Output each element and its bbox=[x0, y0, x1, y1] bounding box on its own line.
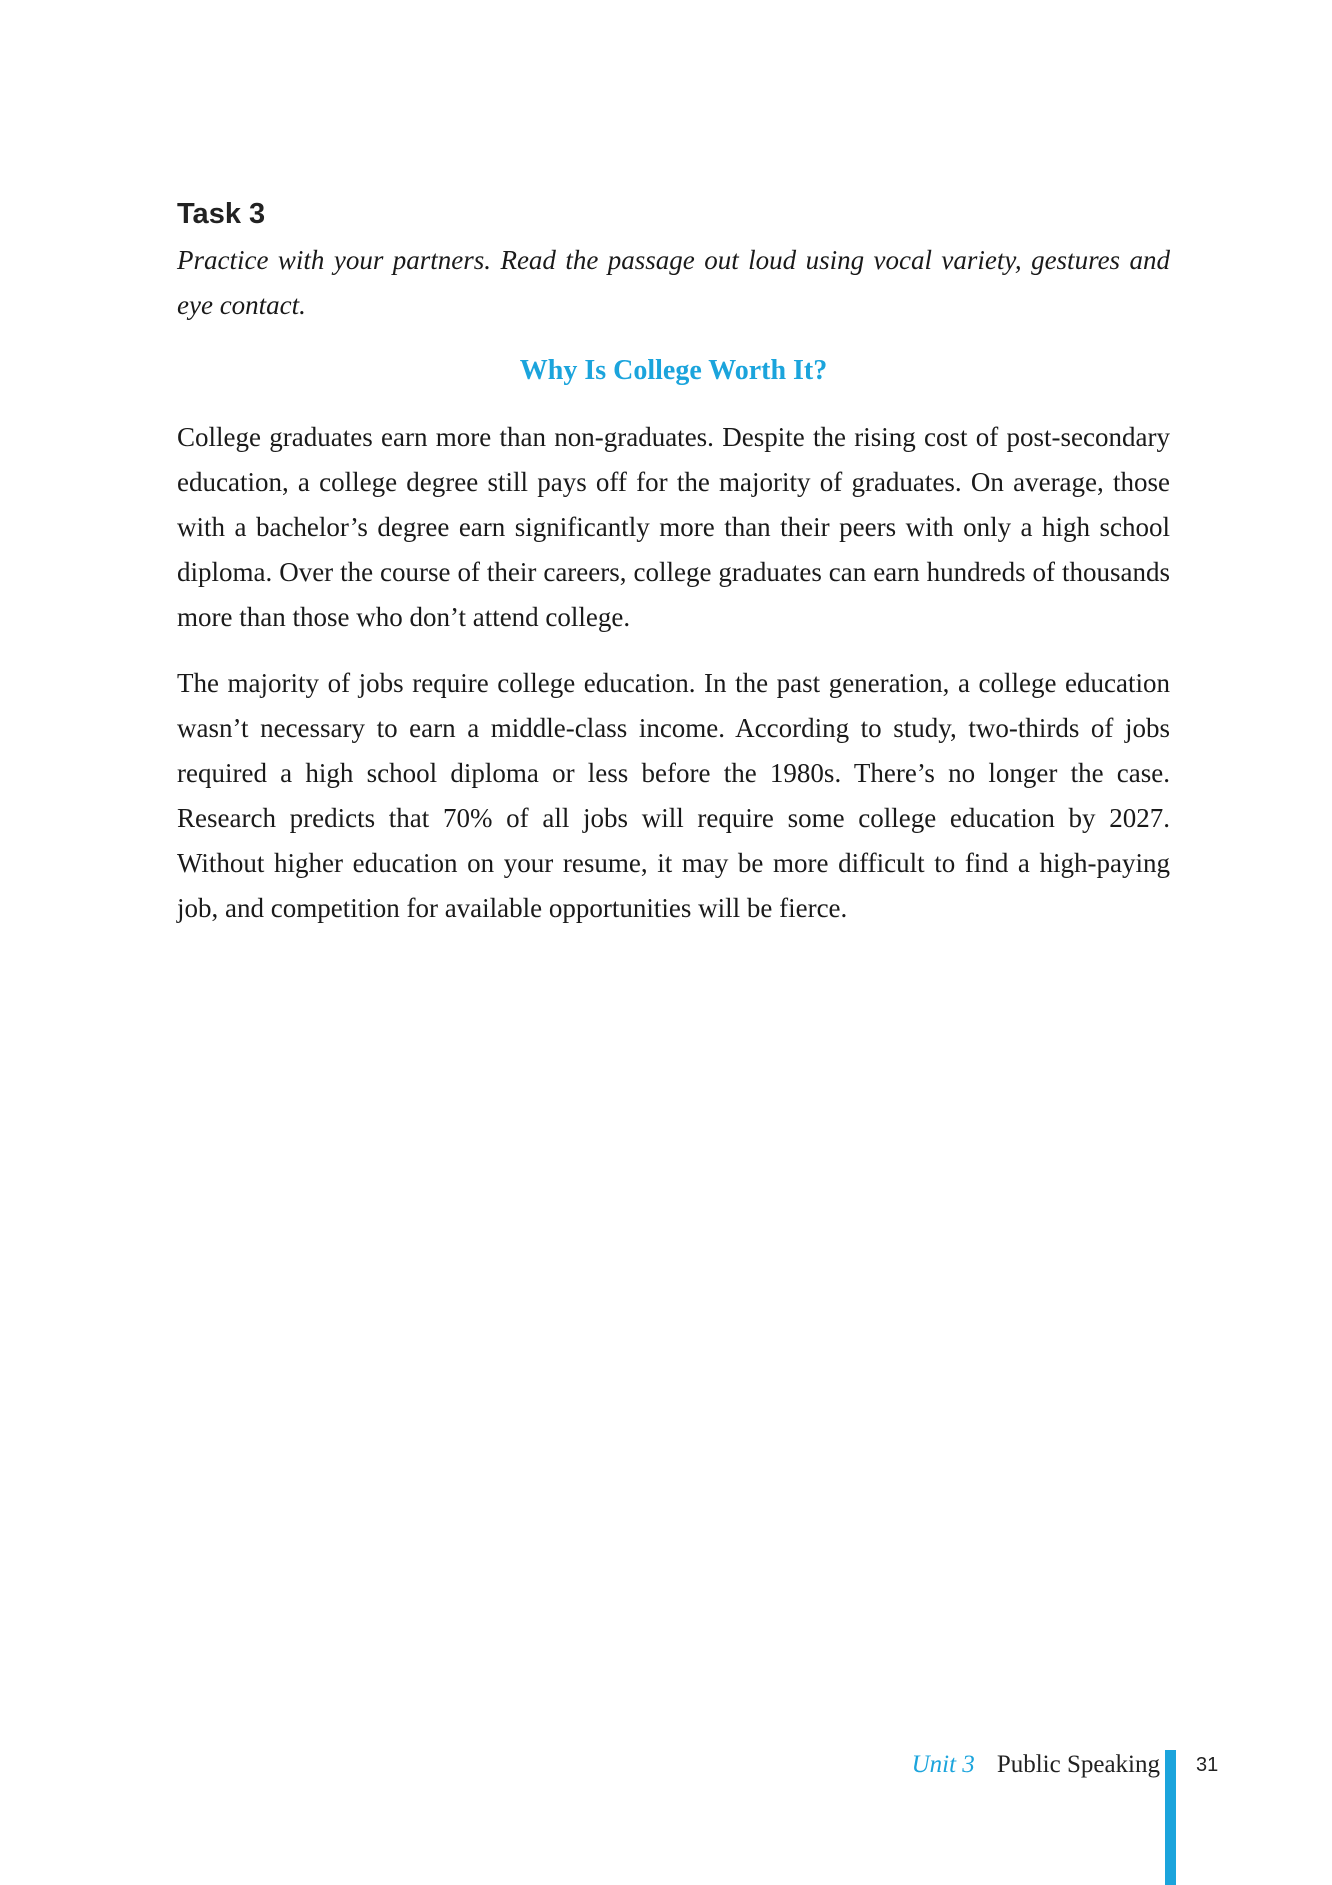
task-heading: Task 3 bbox=[177, 198, 266, 230]
passage-paragraph-2: The majority of jobs require college education. In the past generation, a college education wasn’t necessary to earn a middle-class income. According to study, two-thirds of jobs required a high school diploma or less before the 1980s. There’s no longer the case. Research predicts that 70% of all jobs will require some college education by 2027. Without higher education on your resume, it may be more difficult to find a high-paying job, and competition for available opportunities will be fierce. bbox=[177, 668, 1170, 923]
passage-title: Why Is College Worth It? bbox=[519, 355, 828, 386]
passage-paragraph-1: College graduates earn more than non-graduates. Despite the rising cost of post-secondary education, a college degree still pays off for the majority of graduates. On average, those with a bachelor’s degree earn significantly more than their peers with only a high school diploma. Over the course of their careers, college graduates can earn hundreds of thousands more than those who don’t attend college. bbox=[177, 422, 1170, 632]
page-number: 31 bbox=[1196, 1754, 1219, 1776]
footer-unit: Unit 3 bbox=[911, 1751, 975, 1778]
footer-section-title: Public Speaking bbox=[996, 1751, 1160, 1778]
task-instructions: Practice with your partners. Read the passage out loud using vocal variety, gestures and eye contact. bbox=[177, 245, 1170, 320]
page-content bbox=[177, 190, 1170, 952]
page-footer bbox=[912, 1748, 1160, 1782]
footer-accent-bar bbox=[1165, 1750, 1176, 1885]
